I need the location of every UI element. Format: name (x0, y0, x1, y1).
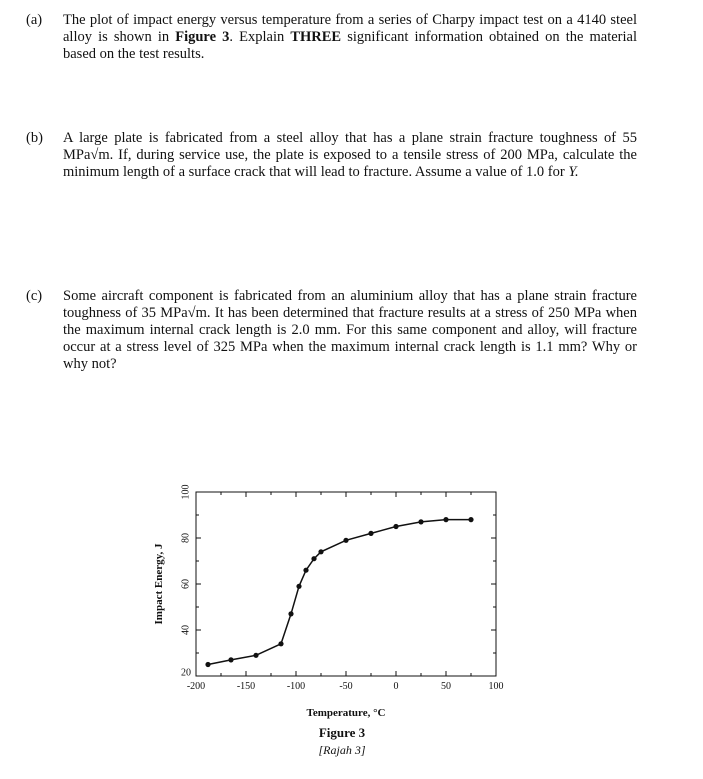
x-axis-title: Temperature, °C (306, 707, 386, 719)
question-c-text (63, 288, 637, 373)
x-tick-label: -100 (286, 681, 306, 692)
data-point (288, 611, 293, 616)
data-point (311, 556, 316, 561)
data-point (393, 524, 398, 529)
data-point (418, 519, 423, 524)
y-tick-label: 100 (180, 484, 192, 500)
question-a-text-part: The plot of impact energy versus temperature from a series of Charpy impact test on a 4140 steel alloy is shown in (63, 12, 637, 45)
data-point (303, 568, 308, 573)
data-point (468, 517, 473, 522)
question-a-text-part: significant information obtained on the material based on the test results. (63, 29, 638, 62)
question-a-label: (a) (26, 12, 43, 28)
series-line (208, 520, 471, 665)
x-tick-label: -200 (186, 681, 206, 692)
y-tick-label: 60 (180, 579, 192, 589)
x-tick-label: -150 (236, 681, 256, 692)
question-b-text-part: A large plate is fabricated from a steel alloy that has a plane strain fracture toughness of 55 MPa√m. If, during service use, the plate is exposed to a tensile stress of 200 MPa, calculate the minimum length of a surface crack that will lead to fracture. Assume a value of 1.0 for (63, 130, 637, 180)
y-tick-label: 80 (180, 533, 192, 543)
data-points (205, 517, 473, 667)
figure-title: Figure 3 (318, 725, 366, 740)
x-tick-labels (187, 681, 504, 692)
x-tick-label: 0 (393, 681, 399, 692)
impact-energy-chart (150, 480, 510, 719)
y-axis-title: Impact Energy, J (153, 543, 165, 625)
data-point (205, 662, 210, 667)
question-b-label: (b) (26, 130, 43, 146)
x-tick-label: 100 (488, 681, 504, 692)
emphasis-three: THREE (290, 29, 342, 45)
question-b-text (63, 130, 637, 181)
y-tick-labels (180, 485, 191, 679)
y-tick-label: 20 (181, 667, 191, 679)
y-tick-label: 40 (180, 625, 192, 635)
question-c-text-part: Some aircraft component is fabricated from an aluminium alloy that has a plane strain fracture toughness of 35 MPa√m. It has been determined that fracture results at a stress of 250 MPa when the maximum internal crack length is 2.0 mm. For this same component and alloy, will fracture occur at a stress level of 325 MPa when the maximum internal crack length is 1.1 mm? Why or why not? (63, 288, 637, 372)
question-c-label: (c) (26, 288, 43, 304)
question-a-text (63, 12, 637, 63)
data-point (228, 657, 233, 662)
variable-y: Y. (568, 164, 579, 180)
x-tick-label: 50 (441, 681, 451, 692)
question-a-text-part: . Explain (229, 29, 291, 45)
data-point (296, 584, 301, 589)
data-point (343, 538, 348, 543)
data-point (443, 517, 448, 522)
data-point (278, 641, 283, 646)
chart-canvas (150, 480, 510, 719)
x-tick-label: -50 (339, 681, 353, 692)
data-point (318, 549, 323, 554)
figure-subtitle: [Rajah 3] (318, 743, 366, 757)
data-point (368, 531, 373, 536)
data-point (253, 653, 258, 658)
figure-reference: Figure 3 (175, 29, 230, 45)
